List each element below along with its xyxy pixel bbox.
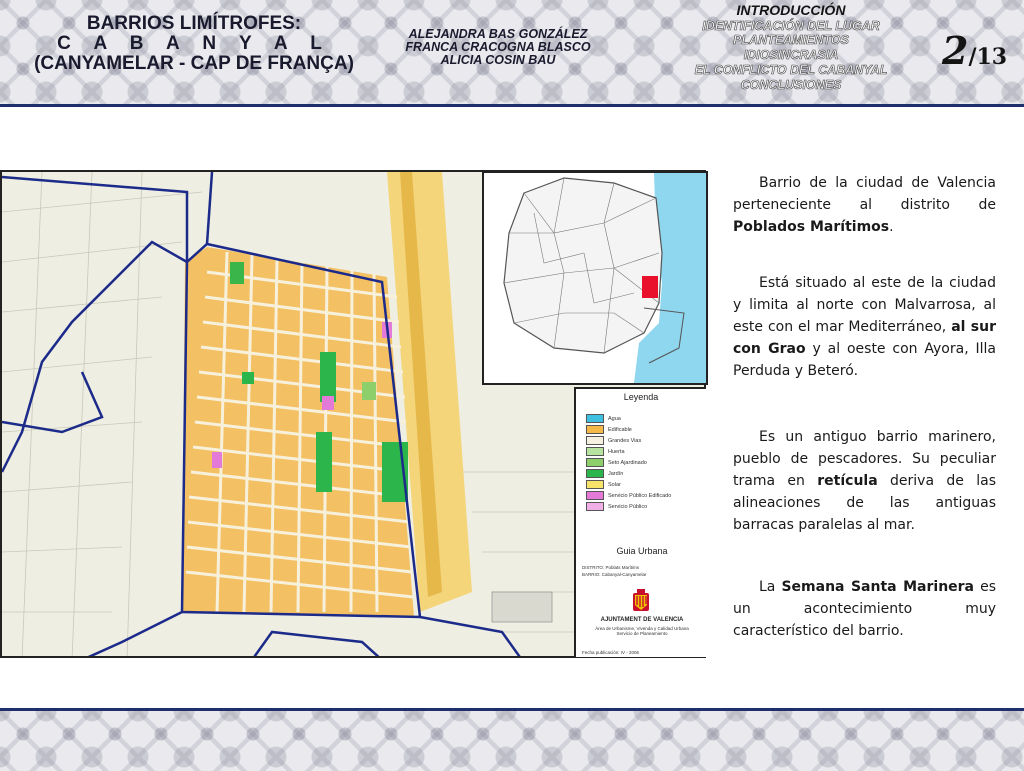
- legend-swatch: [586, 425, 604, 434]
- distrito-label: DISTRITO:: [582, 565, 605, 570]
- paragraph-district: [733, 172, 996, 238]
- legend-item: [586, 502, 647, 511]
- author-3: ALICIA COSIN BAU: [440, 53, 556, 68]
- barrio-value: Cabanyal-Canyamelar: [601, 572, 647, 577]
- author-2: FRANCA CRACOGNA BLASCO: [405, 40, 591, 55]
- text-run: La: [759, 579, 782, 595]
- legend-item: [586, 458, 647, 467]
- legend-item: [586, 491, 671, 500]
- legend-label: Servicio Público: [608, 503, 648, 510]
- cabanyal-highlight: [642, 276, 658, 298]
- legend-swatch: [586, 414, 604, 423]
- title-line-3: (CANYAMELAR - CAP DE FRANÇA): [34, 52, 354, 74]
- fecha-publicacion: [582, 650, 639, 655]
- nav-item-conclusiones[interactable]: CONCLUSIONES: [740, 77, 842, 92]
- page-title: [18, 14, 370, 74]
- legend-item: [586, 414, 621, 423]
- text-run-bold: retícula: [817, 473, 878, 489]
- guia-urbana-title: Guia Urbana: [616, 546, 668, 556]
- author-1: ALEJANDRA BAS GONZÁLEZ: [408, 27, 588, 41]
- city-location-drawing: [484, 173, 706, 383]
- legend-swatch: [586, 458, 604, 467]
- legend-item: [586, 469, 623, 478]
- map-legend: [574, 387, 706, 657]
- title-line-1: BARRIOS LIMÍTROFES:: [86, 13, 302, 34]
- title-line-2: C A B A N Y A L: [57, 32, 331, 54]
- text-run: Barrio de la ciudad de Valencia perteneciente al distrito de: [733, 175, 996, 213]
- legend-item: [586, 447, 625, 456]
- legend-item: [586, 480, 621, 489]
- description-text: [733, 172, 996, 664]
- barrio-row: [582, 572, 647, 577]
- legend-item: [586, 425, 632, 434]
- paragraph-semana-santa: [733, 576, 996, 642]
- area-line-1: Àrea de Urbanisme, Vivenda y Calidad Urbana: [595, 626, 689, 631]
- nav-item-identificacion[interactable]: IDENTIFICACIÓN DEL LUGAR: [702, 18, 880, 33]
- fecha-value: IV - 2006: [620, 650, 640, 655]
- text-run: .: [889, 219, 894, 235]
- paragraph-history: [733, 426, 996, 536]
- text-run: y al oeste con Ayora, Illa Perduda y Beteró.: [733, 341, 997, 379]
- ayuntamiento-area: [582, 627, 702, 637]
- text-run-bold: Semana Santa Marinera: [781, 579, 975, 595]
- text-run: deriva de las alineaciones de las antiguas barracas paralelas al mar.: [733, 473, 996, 533]
- section-nav: [666, 2, 916, 92]
- page-current: 2: [942, 28, 969, 73]
- page-number: [942, 28, 1007, 73]
- nav-item-idiosincrasia[interactable]: IDIOSINCRASIA: [743, 48, 839, 63]
- legend-swatch: [586, 491, 604, 500]
- nav-item-conflicto[interactable]: EL CONFLICTO DEL CABANYAL: [694, 62, 888, 77]
- legend-label: Seto Ajardinado: [608, 459, 647, 466]
- fecha-label: Fecha publicación:: [582, 650, 620, 655]
- legend-title: Leyenda: [623, 392, 659, 402]
- paragraph-location: [733, 272, 996, 382]
- legend-swatch: [586, 447, 604, 456]
- legend-item: [586, 436, 641, 445]
- text-run-bold: al sur con Grao: [733, 319, 996, 357]
- legend-swatch: [586, 436, 604, 445]
- distrito-row: [582, 565, 639, 570]
- legend-label: Grandes Vias: [608, 437, 642, 444]
- legend-label: Servicio Público Edificado: [608, 492, 672, 499]
- text-run: Está situado al este de la ciudad y limita al norte con Malvarrosa, al este con el mar Mediterráneo,: [733, 275, 996, 335]
- city-location-map: [482, 171, 708, 385]
- ayuntamiento-name: AJUNTAMENT DE VALENCIA: [600, 617, 684, 623]
- nav-item-planteamientos[interactable]: PLANTEAMIENTOS: [733, 33, 849, 48]
- nav-item-introduccion[interactable]: INTRODUCCIÓN: [736, 2, 846, 18]
- legend-label: Agua: [608, 415, 621, 422]
- area-line-2: Servicio de Planeamiento: [616, 630, 668, 636]
- page-total: /13: [968, 44, 1008, 70]
- text-run: Es un antiguo barrio marinero, pueblo de pescadores. Su peculiar trama en: [733, 429, 996, 489]
- header-band: [0, 0, 1024, 107]
- text-run-bold: Poblados Marítimos: [733, 219, 890, 235]
- distrito-value: Poblats Marítims: [605, 565, 639, 570]
- authors: [380, 28, 616, 67]
- footer-band: [0, 708, 1024, 771]
- legend-label: Jardín: [608, 470, 624, 477]
- barrio-label: BARRIO:: [582, 572, 601, 577]
- legend-label: Edificable: [608, 426, 632, 433]
- legend-label: Solar: [608, 481, 621, 488]
- legend-label: Huerta: [608, 448, 625, 455]
- text-run: es un acontecimiento muy característico del barrio.: [733, 579, 996, 639]
- legend-swatch: [586, 480, 604, 489]
- valencia-crest-icon: [628, 589, 654, 615]
- legend-swatch: [586, 469, 604, 478]
- legend-swatch: [586, 502, 604, 511]
